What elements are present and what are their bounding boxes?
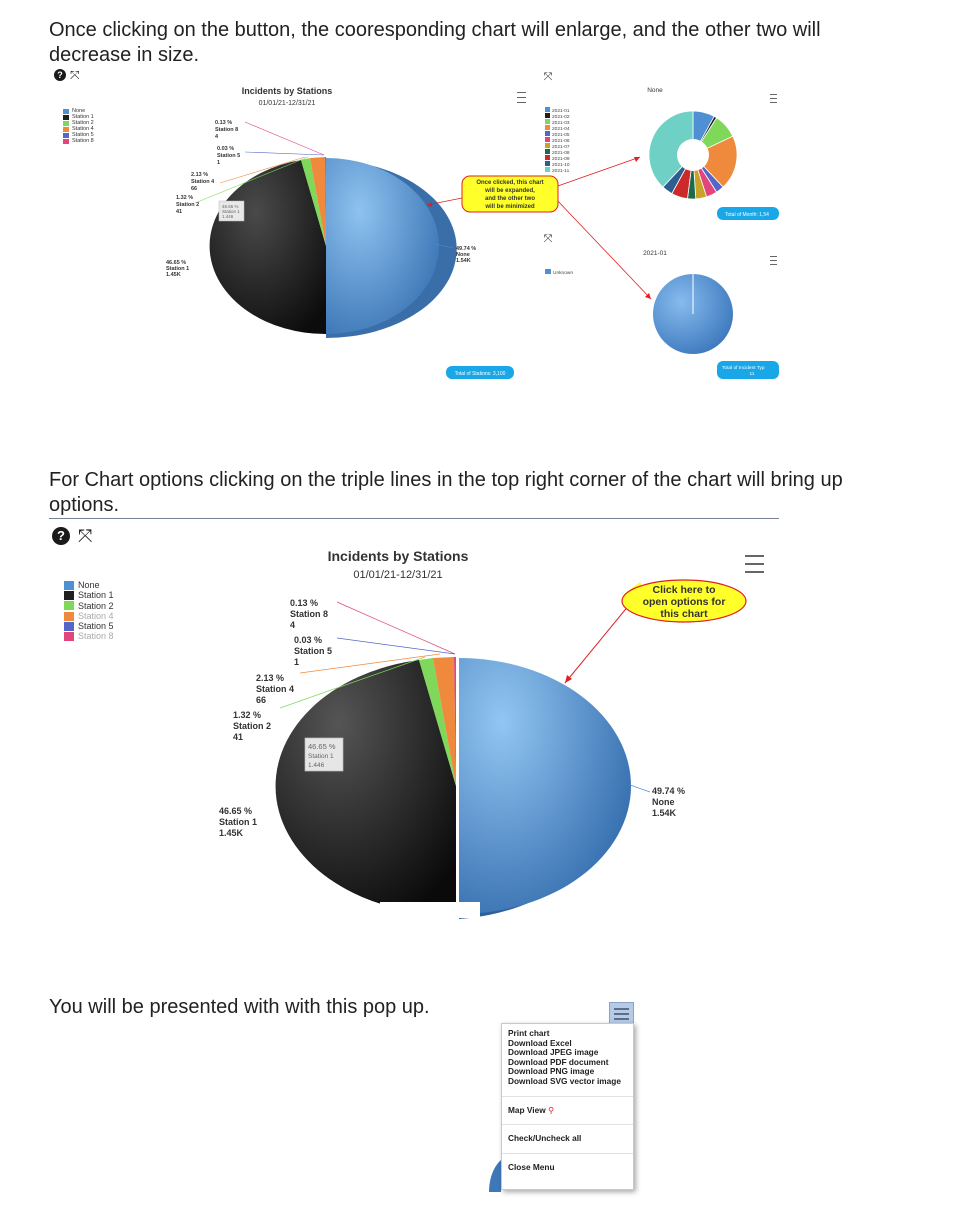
legend-swatch <box>545 137 550 142</box>
total-month-text: Total of Month: 1,54 <box>725 212 769 218</box>
menu-divider <box>502 1124 633 1125</box>
legend-item[interactable]: 2021-10 <box>552 163 570 168</box>
tooltip-line: 1.446 <box>222 214 234 219</box>
chart-title: 2021-01 <box>643 250 667 257</box>
data-label-pct: 1.32 % <box>233 710 262 720</box>
data-label-value: 4 <box>215 134 219 140</box>
total-incident-text: Total of Incident Typ <box>722 366 765 371</box>
export-menu <box>501 1023 634 1190</box>
legend-swatch <box>545 113 550 118</box>
callout-line: this chart <box>660 608 708 620</box>
data-label-name: Station 1 <box>219 817 258 827</box>
legend-item[interactable]: 2021-06 <box>552 139 570 144</box>
data-label-name: Station 5 <box>217 153 241 159</box>
data-label-name: Station 4 <box>256 684 295 694</box>
legend-swatch <box>545 107 550 112</box>
menu-divider <box>502 1096 633 1097</box>
legend-swatch <box>545 119 550 124</box>
data-label-value: 66 <box>256 695 267 705</box>
legend-swatch <box>545 131 550 136</box>
legend-item[interactable]: Station 4 <box>63 126 94 132</box>
data-label-value: 1.45K <box>166 272 181 278</box>
callout-line: and the other two <box>485 196 535 202</box>
data-label-pct: 1.32 % <box>176 195 194 201</box>
menu-item-download-svg[interactable]: Download SVG vector image <box>508 1075 621 1086</box>
tooltip-line: Station 1 <box>308 753 334 760</box>
divider <box>49 518 779 519</box>
tooltip-line: 46.65 % <box>222 204 239 209</box>
data-label-value: 4 <box>290 620 296 630</box>
data-label-value: 1 <box>294 657 300 667</box>
callout-line: open options for <box>642 596 726 608</box>
legend-item[interactable]: Station 5 <box>64 621 114 631</box>
legend-swatch <box>545 155 550 160</box>
legend-item[interactable]: 2021-11 <box>552 169 570 174</box>
legend-item[interactable]: 2021-08 <box>552 151 570 156</box>
total-incident-value: 11 <box>749 372 755 377</box>
legend-item[interactable]: 2021-01 <box>552 109 570 114</box>
data-label-name: Station 5 <box>294 646 333 656</box>
arrowhead <box>634 157 640 162</box>
legend-item[interactable]: None <box>63 108 94 114</box>
data-label-pct: 0.03 % <box>294 635 323 645</box>
question-circle-icon[interactable]: ? <box>54 69 66 81</box>
menu-item-download-pdf[interactable]: Download PDF document <box>508 1056 609 1067</box>
data-label-value: 1.54K <box>456 258 471 264</box>
legend-item[interactable]: 2021-05 <box>552 133 570 138</box>
data-label-pct: 0.13 % <box>290 598 319 608</box>
expand-arrows-icon[interactable]: ⤧ <box>70 68 80 82</box>
label-connector <box>245 122 324 155</box>
expand-arrows-icon[interactable]: ⤧ <box>543 233 553 245</box>
legend-item[interactable]: Station 8 <box>64 631 114 641</box>
legend-item[interactable]: Station 1 <box>63 114 94 120</box>
callout-line: Once clicked, this chart <box>476 180 544 186</box>
data-label-value: 66 <box>191 186 198 192</box>
tooltip-line: 46.65 % <box>308 742 336 751</box>
callout-arrow <box>555 198 651 299</box>
pie-slice-none[interactable] <box>459 658 631 914</box>
data-label-pct: 46.65 % <box>166 260 187 266</box>
data-label-name: Station 8 <box>215 127 239 133</box>
callout-arrow <box>565 599 634 683</box>
data-label-pct: 2.13 % <box>191 172 209 178</box>
label-connector <box>630 785 650 792</box>
menu-item-map-view[interactable] <box>502 1106 633 1116</box>
total-stations-text: Total of Stations: 3,100 <box>454 371 506 377</box>
data-label-name: Station 2 <box>233 721 272 731</box>
legend-item[interactable]: Station 4 <box>64 611 114 621</box>
legend-item[interactable]: Station 1 <box>64 590 114 600</box>
legend-swatch <box>545 167 550 172</box>
hamburger-menu-icon[interactable] <box>745 555 764 573</box>
legend-item[interactable]: Station 5 <box>63 132 94 138</box>
pie-slice-station-1[interactable] <box>276 660 456 914</box>
legend-swatch <box>545 161 550 166</box>
expand-arrows-icon[interactable]: ⤧ <box>78 526 93 546</box>
data-label-name: Station 8 <box>290 609 329 619</box>
legend-item[interactable]: Station 2 <box>64 601 114 611</box>
legend-item[interactable]: Station 8 <box>63 138 94 144</box>
dashboard-charts-small <box>0 0 962 420</box>
legend-swatch <box>545 149 550 154</box>
incidents-by-stations-chart-large <box>0 530 962 950</box>
tooltip-line: 1.446 <box>308 762 325 769</box>
chart-title: Incidents by Stations <box>241 86 333 96</box>
hamburger-menu-icon[interactable] <box>770 94 777 103</box>
data-label-value: 41 <box>233 732 244 742</box>
data-label-pct: 46.65 % <box>219 806 253 816</box>
tooltip-line: Station 1 <box>222 209 240 214</box>
data-label-pct: 49.74 % <box>652 786 686 796</box>
clip-mask <box>380 902 480 918</box>
legend-item[interactable]: None <box>64 580 114 590</box>
callout-line: Click here to <box>652 584 716 596</box>
legend-item[interactable]: 2021-03 <box>552 121 570 126</box>
pie-slice-station-1[interactable] <box>210 160 326 334</box>
label-connector <box>245 152 324 155</box>
chart-title: Incidents by Stations <box>327 548 469 564</box>
data-label-value: 41 <box>176 209 183 215</box>
data-label-value: 1.54K <box>652 808 677 818</box>
hamburger-menu-icon[interactable] <box>770 256 777 265</box>
data-label-value: 1.45K <box>219 828 244 838</box>
legend-swatch <box>545 269 551 274</box>
chart-title: None <box>647 87 663 94</box>
legend-item[interactable]: 2021-09 <box>552 157 570 162</box>
data-label-pct: 0.13 % <box>215 120 233 126</box>
data-label-name: Station 1 <box>166 266 190 272</box>
menu-item-check-uncheck-all[interactable]: Check/Uncheck all <box>508 1133 582 1144</box>
legend-item[interactable]: 2021-07 <box>552 145 570 150</box>
data-label-value: 1 <box>217 160 221 166</box>
map-pin-icon: ⚲ <box>547 1104 555 1115</box>
menu-item-close-menu[interactable]: Close Menu <box>508 1161 555 1172</box>
menu-item-download-png[interactable]: Download PNG image <box>508 1066 595 1077</box>
instruction-text-options: For Chart options clicking on the triple lines in the top right corner of the chart will bring up options. <box>49 469 843 516</box>
expand-arrows-icon[interactable]: ⤧ <box>543 71 553 83</box>
data-label-pct: 0.03 % <box>217 146 235 152</box>
data-label-name: None <box>652 797 675 807</box>
menu-divider <box>502 1153 633 1154</box>
data-label-name: Station 2 <box>176 202 200 208</box>
data-label-pct: 2.13 % <box>256 673 285 683</box>
menu-item-print-chart[interactable]: Print chart <box>508 1028 550 1038</box>
chart-subtitle: 01/01/21-12/31/21 <box>353 569 443 581</box>
data-label-pct: 49.74 % <box>456 246 477 252</box>
hamburger-menu-button[interactable] <box>609 1002 634 1025</box>
question-circle-icon[interactable]: ? <box>52 527 70 545</box>
legend-item[interactable]: 2021-04 <box>552 127 570 132</box>
menu-item-map-view-label: Map View <box>508 1104 546 1115</box>
instruction-text-expand: Once clicking on the button, the cooresponding chart will enlarge, and the other two will decrease in size. <box>49 19 821 66</box>
menu-item-download-excel[interactable]: Download Excel <box>508 1037 572 1048</box>
instruction-text-popup: You will be presented with with this pop up. <box>49 996 430 1018</box>
legend-item[interactable]: 2021-02 <box>552 115 570 120</box>
donut-hole <box>677 139 709 171</box>
legend-swatch <box>545 125 550 130</box>
callout-line: will be minimized <box>485 204 535 210</box>
legend-item[interactable]: Unknown <box>553 271 573 276</box>
chart-subtitle: 01/01/21-12/31/21 <box>258 100 316 107</box>
data-label-name: None <box>456 252 470 258</box>
legend-swatch <box>545 143 550 148</box>
data-label-name: Station 4 <box>191 179 215 185</box>
hamburger-menu-icon[interactable] <box>517 92 526 103</box>
callout-line: will be expanded, <box>485 188 535 194</box>
menu-item-download-jpeg[interactable]: Download JPEG image <box>508 1047 599 1058</box>
legend-item[interactable]: Station 2 <box>63 120 94 126</box>
